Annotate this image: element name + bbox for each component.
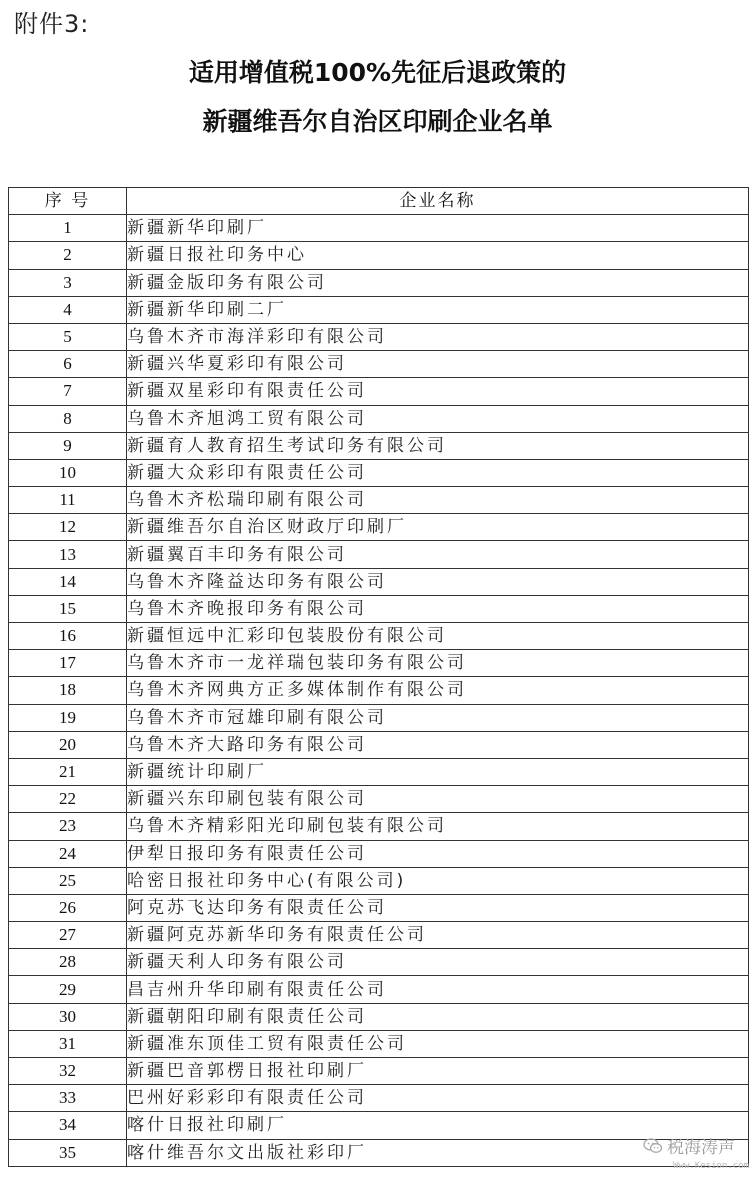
enterprise-name: 巴州好彩彩印有限责任公司 bbox=[127, 1085, 749, 1112]
table-row bbox=[9, 405, 749, 432]
enterprise-name: 新疆翼百丰印务有限公司 bbox=[127, 541, 749, 568]
row-number: 19 bbox=[9, 704, 127, 731]
enterprise-name: 新疆兴东印刷包装有限公司 bbox=[127, 786, 749, 813]
enterprise-name: 乌鲁木齐市海洋彩印有限公司 bbox=[127, 323, 749, 350]
enterprise-name: 喀什维吾尔文出版社彩印厂 bbox=[127, 1139, 749, 1166]
table-row bbox=[9, 867, 749, 894]
table-row bbox=[9, 1139, 749, 1166]
enterprise-name: 乌鲁木齐网典方正多媒体制作有限公司 bbox=[127, 677, 749, 704]
table-row bbox=[9, 840, 749, 867]
enterprise-name: 新疆阿克苏新华印务有限责任公司 bbox=[127, 922, 749, 949]
enterprise-name: 新疆日报社印务中心 bbox=[127, 242, 749, 269]
enterprise-name: 乌鲁木齐隆益达印务有限公司 bbox=[127, 568, 749, 595]
table-row bbox=[9, 949, 749, 976]
row-number: 15 bbox=[9, 595, 127, 622]
enterprise-name: 喀什日报社印刷厂 bbox=[127, 1112, 749, 1139]
table-row bbox=[9, 215, 749, 242]
row-number: 26 bbox=[9, 894, 127, 921]
table-row bbox=[9, 677, 749, 704]
enterprise-name: 新疆育人教育招生考试印务有限公司 bbox=[127, 432, 749, 459]
table-row bbox=[9, 623, 749, 650]
table-row bbox=[9, 432, 749, 459]
watermark bbox=[643, 1133, 735, 1158]
row-number: 2 bbox=[9, 242, 127, 269]
wechat-icon bbox=[643, 1138, 663, 1154]
table-row bbox=[9, 758, 749, 785]
table-row bbox=[9, 323, 749, 350]
row-number: 25 bbox=[9, 867, 127, 894]
row-number: 17 bbox=[9, 650, 127, 677]
table-row bbox=[9, 296, 749, 323]
enterprise-name: 新疆恒远中汇彩印包装股份有限公司 bbox=[127, 623, 749, 650]
enterprise-name: 新疆双星彩印有限责任公司 bbox=[127, 378, 749, 405]
enterprise-name: 新疆朝阳印刷有限责任公司 bbox=[127, 1003, 749, 1030]
enterprise-name: 新疆大众彩印有限责任公司 bbox=[127, 459, 749, 486]
row-number: 14 bbox=[9, 568, 127, 595]
enterprise-name: 阿克苏飞达印务有限责任公司 bbox=[127, 894, 749, 921]
row-number: 10 bbox=[9, 459, 127, 486]
table-row bbox=[9, 786, 749, 813]
table-row bbox=[9, 922, 749, 949]
row-number: 32 bbox=[9, 1058, 127, 1085]
table-row bbox=[9, 487, 749, 514]
table-row bbox=[9, 514, 749, 541]
enterprise-name: 伊犁日报印务有限责任公司 bbox=[127, 840, 749, 867]
row-number: 29 bbox=[9, 976, 127, 1003]
row-number: 13 bbox=[9, 541, 127, 568]
table-row bbox=[9, 378, 749, 405]
row-number: 11 bbox=[9, 487, 127, 514]
table-row bbox=[9, 351, 749, 378]
row-number: 30 bbox=[9, 1003, 127, 1030]
enterprise-name: 新疆维吾尔自治区财政厅印刷厂 bbox=[127, 514, 749, 541]
row-number: 27 bbox=[9, 922, 127, 949]
table-row bbox=[9, 595, 749, 622]
table-row bbox=[9, 650, 749, 677]
row-number: 20 bbox=[9, 731, 127, 758]
row-number: 16 bbox=[9, 623, 127, 650]
row-number: 8 bbox=[9, 405, 127, 432]
document-title-line-2: 新疆维吾尔自治区印刷企业名单 bbox=[202, 107, 553, 136]
row-number: 21 bbox=[9, 758, 127, 785]
enterprise-name: 乌鲁木齐晚报印务有限公司 bbox=[127, 595, 749, 622]
table-row bbox=[9, 731, 749, 758]
row-number: 24 bbox=[9, 840, 127, 867]
site-watermark: Www.Kesion.com bbox=[673, 1161, 749, 1171]
table-row bbox=[9, 976, 749, 1003]
row-number: 28 bbox=[9, 949, 127, 976]
enterprise-table bbox=[8, 187, 749, 1167]
table-row bbox=[9, 242, 749, 269]
attachment-label: 附件3: bbox=[14, 10, 90, 38]
enterprise-name: 昌吉州升华印刷有限责任公司 bbox=[127, 976, 749, 1003]
watermark-text: 税海涛声 bbox=[667, 1138, 735, 1158]
enterprise-name: 乌鲁木齐市一龙祥瑞包装印务有限公司 bbox=[127, 650, 749, 677]
row-number: 6 bbox=[9, 351, 127, 378]
row-number: 23 bbox=[9, 813, 127, 840]
row-number: 7 bbox=[9, 378, 127, 405]
enterprise-name: 新疆准东顶佳工贸有限责任公司 bbox=[127, 1030, 749, 1057]
row-number: 3 bbox=[9, 269, 127, 296]
enterprise-name: 乌鲁木齐松瑞印刷有限公司 bbox=[127, 487, 749, 514]
enterprise-name: 新疆金版印务有限公司 bbox=[127, 269, 749, 296]
row-number: 31 bbox=[9, 1030, 127, 1057]
row-number: 35 bbox=[9, 1139, 127, 1166]
enterprise-name: 新疆巴音郭楞日报社印刷厂 bbox=[127, 1058, 749, 1085]
row-number: 4 bbox=[9, 296, 127, 323]
row-number: 22 bbox=[9, 786, 127, 813]
column-header-number: 序 号 bbox=[9, 188, 127, 215]
row-number: 34 bbox=[9, 1112, 127, 1139]
enterprise-name: 乌鲁木齐大路印务有限公司 bbox=[127, 731, 749, 758]
table-row bbox=[9, 1030, 749, 1057]
row-number: 33 bbox=[9, 1085, 127, 1112]
enterprise-name: 新疆新华印刷二厂 bbox=[127, 296, 749, 323]
table-row bbox=[9, 1112, 749, 1139]
enterprise-name: 新疆新华印刷厂 bbox=[127, 215, 749, 242]
row-number: 18 bbox=[9, 677, 127, 704]
table-row bbox=[9, 1085, 749, 1112]
table-row bbox=[9, 459, 749, 486]
enterprise-name: 新疆天利人印务有限公司 bbox=[127, 949, 749, 976]
table-row bbox=[9, 269, 749, 296]
table-row bbox=[9, 813, 749, 840]
document-title-line-1: 适用增值税100%先征后退政策的 bbox=[188, 58, 567, 87]
table-row bbox=[9, 1058, 749, 1085]
row-number: 9 bbox=[9, 432, 127, 459]
table-row bbox=[9, 704, 749, 731]
enterprise-name: 新疆统计印刷厂 bbox=[127, 758, 749, 785]
table-header-row bbox=[9, 188, 749, 215]
table-row bbox=[9, 568, 749, 595]
enterprise-name: 乌鲁木齐旭鸿工贸有限公司 bbox=[127, 405, 749, 432]
table-row bbox=[9, 894, 749, 921]
enterprise-name: 新疆兴华夏彩印有限公司 bbox=[127, 351, 749, 378]
table-row bbox=[9, 1003, 749, 1030]
table-row bbox=[9, 541, 749, 568]
row-number: 1 bbox=[9, 215, 127, 242]
enterprise-name: 乌鲁木齐精彩阳光印刷包装有限公司 bbox=[127, 813, 749, 840]
enterprise-name: 哈密日报社印务中心(有限公司) bbox=[127, 867, 749, 894]
row-number: 5 bbox=[9, 323, 127, 350]
enterprise-name: 乌鲁木齐市冠雄印刷有限公司 bbox=[127, 704, 749, 731]
row-number: 12 bbox=[9, 514, 127, 541]
column-header-enterprise-name: 企业名称 bbox=[127, 188, 749, 215]
